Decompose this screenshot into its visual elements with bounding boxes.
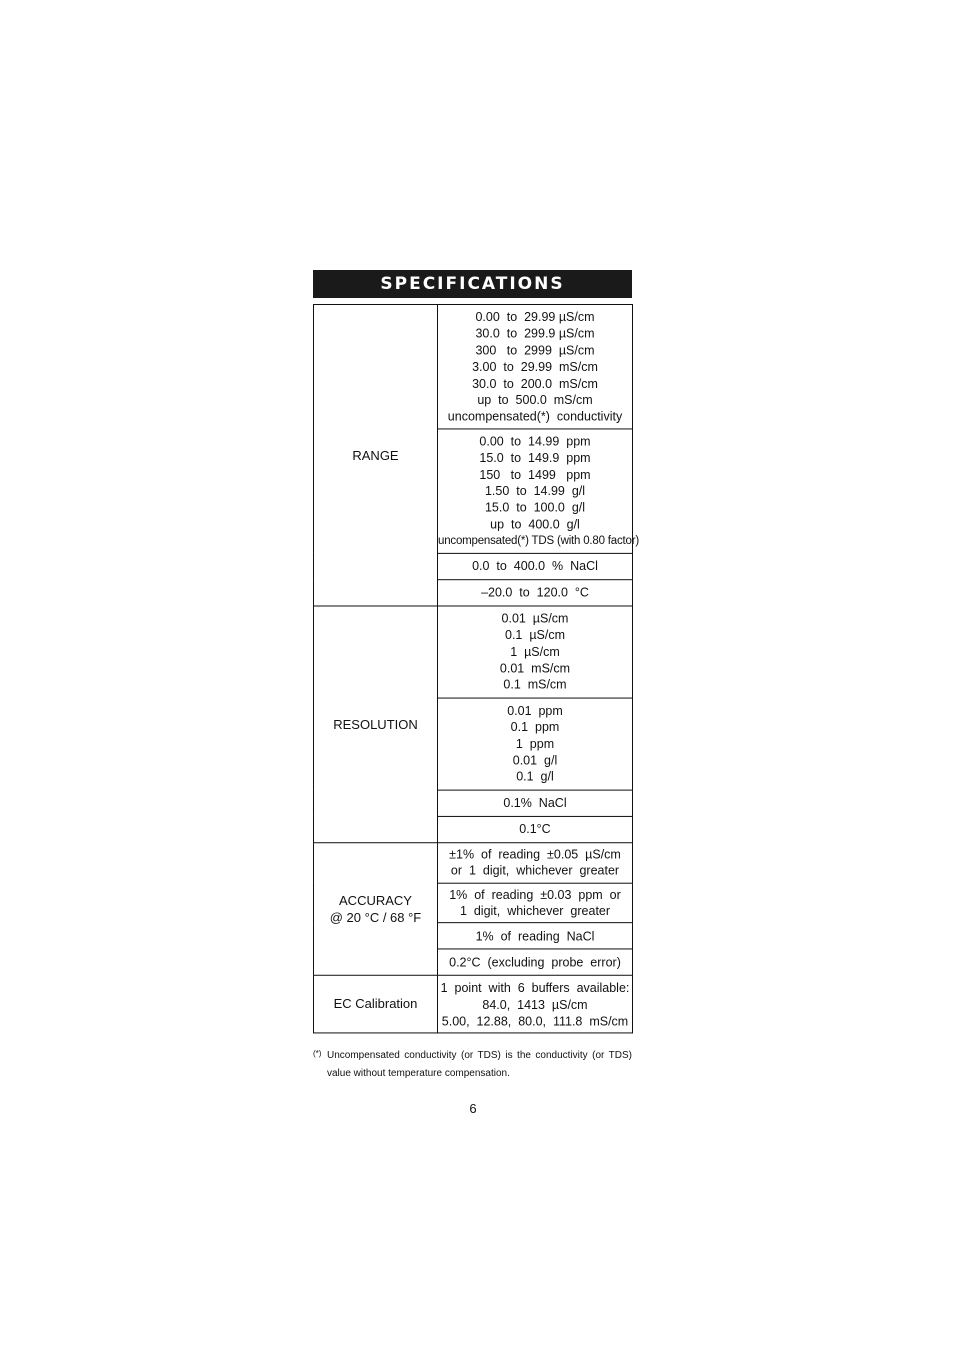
value-line: –20.0 to 120.0 °C <box>481 585 589 600</box>
accuracy-conductivity-cell <box>438 842 633 882</box>
value-line: 30.0 to 200.0 mS/cm <box>472 376 598 391</box>
footnote <box>313 1047 632 1083</box>
page-number: 6 <box>469 1101 477 1116</box>
resolution-temperature-cell <box>438 816 633 842</box>
range-nacl-cell <box>438 553 633 579</box>
value-line: 1 digit, whichever greater <box>459 903 611 919</box>
value-line: 0.00 to 14.99 ppm <box>479 434 591 449</box>
value-line: 1 µS/cm <box>510 644 560 659</box>
specifications-section <box>313 270 639 1029</box>
value-line: 0.01 µS/cm <box>501 611 569 626</box>
value-line: 0.2°C (excluding probe error) <box>449 955 621 970</box>
value-line: 5.00, 12.88, 80.0, 111.8 mS/cm <box>441 1014 629 1029</box>
range-temperature-cell <box>438 579 633 605</box>
range-label: RANGE <box>314 305 438 606</box>
value-line: or 1 digit, whichever greater <box>450 863 620 878</box>
value-line: 30.0 to 299.9 µS/cm <box>475 326 595 341</box>
range-tds-cell <box>438 429 639 553</box>
accuracy-tds-cell <box>438 883 633 923</box>
value-line: 1.50 to 14.99 g/l <box>484 484 586 499</box>
value-line: up to 400.0 g/l <box>490 517 580 532</box>
table-row <box>314 976 633 1033</box>
ec-calibration-cell <box>438 976 633 1033</box>
value-line: 0.1 ppm <box>510 719 560 735</box>
accuracy-label <box>314 842 438 975</box>
value-line: ±1% of reading ±0.05 µS/cm <box>449 847 621 862</box>
value-line: 0.00 to 29.99 µS/cm <box>475 310 595 325</box>
value-line: 15.0 to 149.9 ppm <box>479 450 591 466</box>
accuracy-condition-line: @ 20 °C / 68 °F <box>329 910 422 926</box>
accuracy-temperature-cell <box>438 949 633 975</box>
value-line: 0.0 to 400.0 % NaCl <box>472 558 598 574</box>
value-line: 84.0, 1413 µS/cm <box>482 997 588 1012</box>
value-line: 0.1 mS/cm <box>503 677 567 692</box>
accuracy-label-line: ACCURACY <box>339 892 412 909</box>
value-line: 0.01 g/l <box>512 753 558 768</box>
value-line: 0.1 µS/cm <box>505 627 565 643</box>
resolution-nacl-cell <box>438 790 633 816</box>
value-line: 0.01 mS/cm <box>499 661 571 676</box>
value-line: uncompensated(*) conductivity <box>447 409 623 424</box>
table-row <box>314 305 633 429</box>
value-line: 1 ppm <box>515 736 555 751</box>
section-title: SPECIFICATIONS <box>313 270 632 298</box>
resolution-tds-cell <box>438 698 633 790</box>
specifications-table <box>313 304 639 1033</box>
range-conductivity-cell <box>438 305 633 429</box>
value-line: 150 to 1499 ppm <box>479 467 591 482</box>
table-row <box>314 842 633 882</box>
value-line: 1% of reading ±0.03 ppm or <box>449 887 621 902</box>
value-line: 15.0 to 100.0 g/l <box>484 500 586 515</box>
value-line: 3.00 to 29.99 mS/cm <box>472 359 598 375</box>
ec-calibration-label: EC Calibration <box>314 976 438 1033</box>
value-line: 0.1 g/l <box>516 769 554 784</box>
value-line: uncompensated(*) TDS (with 0.80 factor) <box>438 534 639 548</box>
value-line: 0.01 ppm <box>507 703 563 718</box>
footnote-text: Uncompensated conductivity (or TDS) is the conductivity (or TDS) value without temperature compensation. <box>327 1050 632 1079</box>
resolution-label: RESOLUTION <box>314 606 438 843</box>
value-line: 0.1°C <box>519 822 551 837</box>
value-line: up to 500.0 mS/cm <box>477 393 593 408</box>
accuracy-nacl-cell <box>438 923 633 949</box>
value-line: 1% of reading NaCl <box>475 928 595 944</box>
table-row <box>314 606 633 698</box>
value-line: 1 point with 6 buffers available: <box>440 981 630 996</box>
value-line: 0.1% NaCl <box>503 795 567 810</box>
resolution-conductivity-cell <box>438 606 633 698</box>
footnote-mark: (*) <box>313 1049 322 1058</box>
value-line: 300 to 2999 µS/cm <box>475 343 595 358</box>
